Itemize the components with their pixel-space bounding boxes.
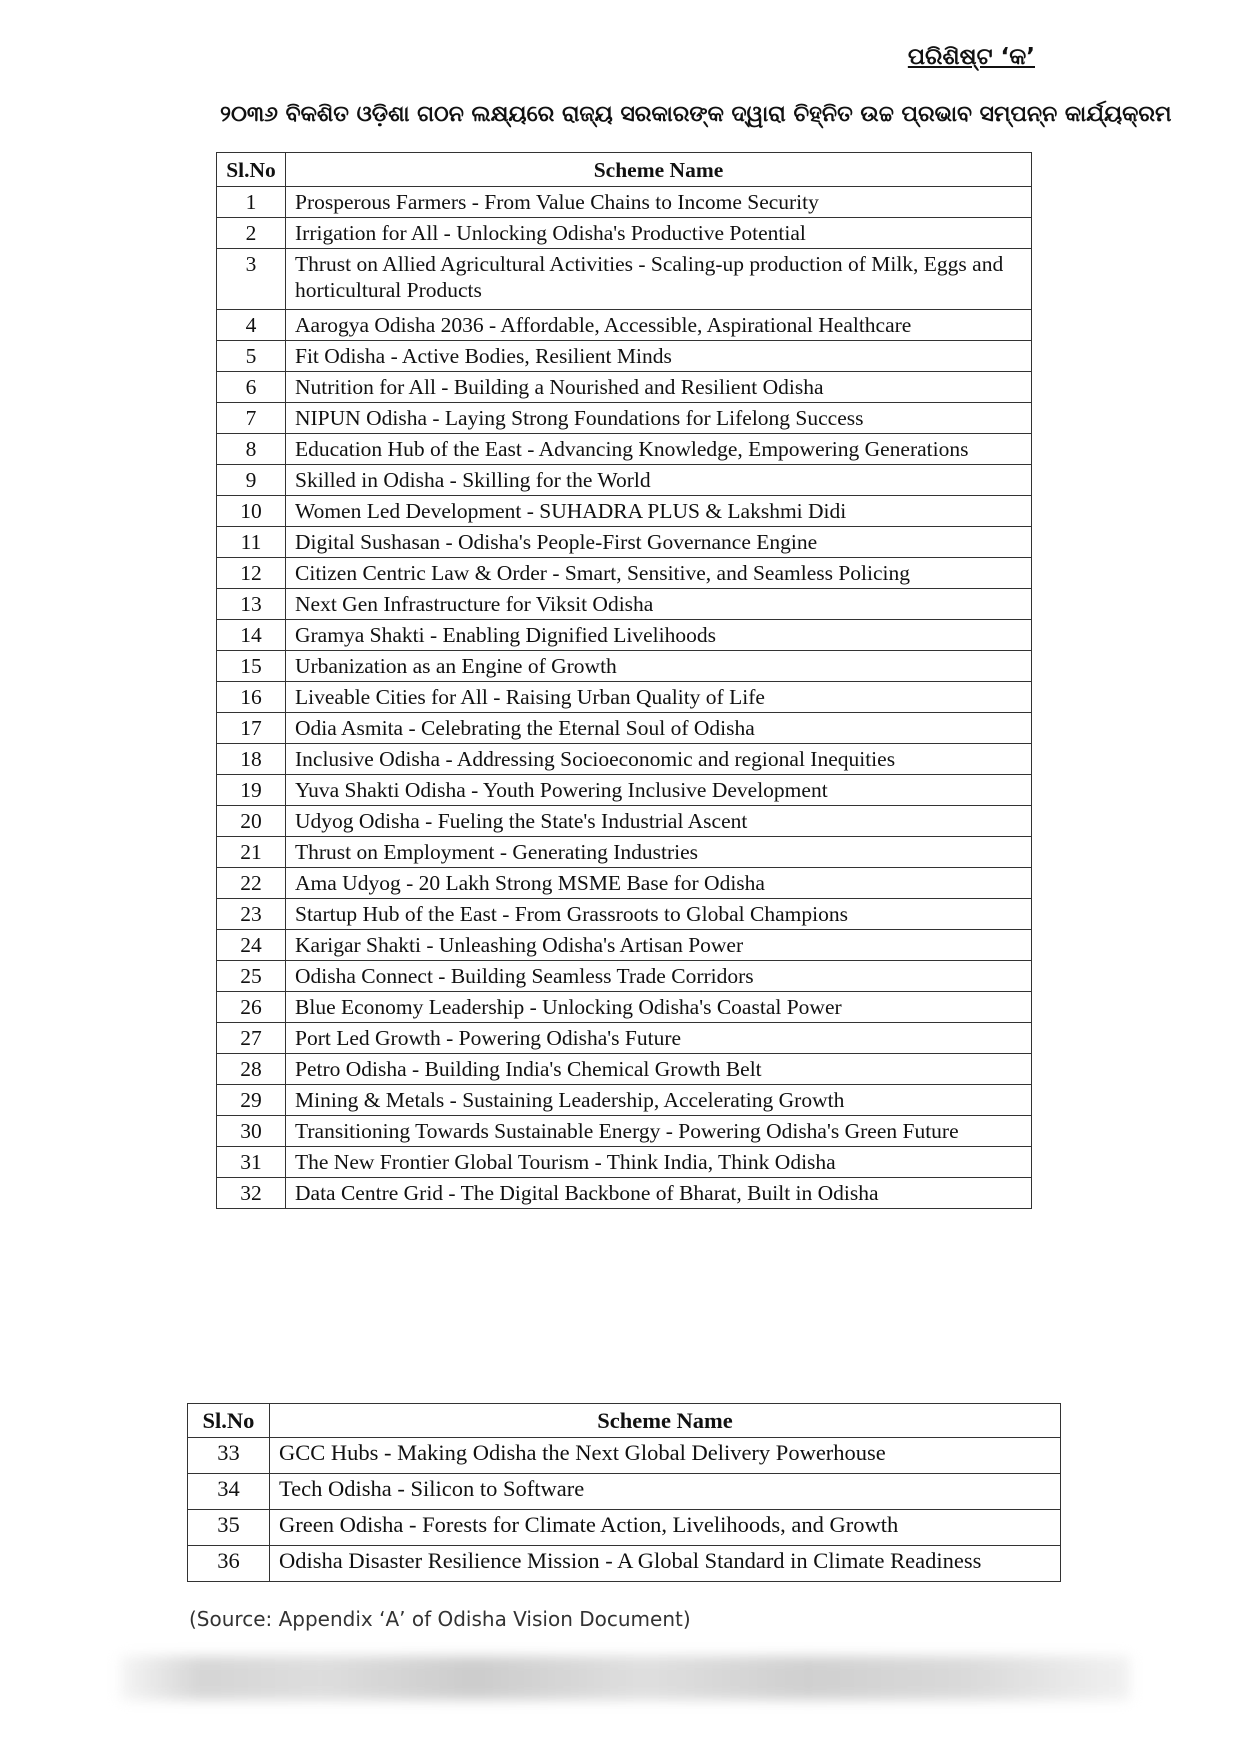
scheme-name-cell: Odia Asmita - Celebrating the Eternal Soul of Odisha [286, 713, 1032, 744]
table-row [217, 651, 1032, 682]
table-row [217, 837, 1032, 868]
serial-number-cell: 29 [217, 1085, 286, 1116]
serial-number-cell: 3 [217, 249, 286, 310]
serial-number-cell: 33 [188, 1438, 270, 1474]
scheme-name-cell: Yuva Shakti Odisha - Youth Powering Inclusive Development [286, 775, 1032, 806]
scheme-name-cell: GCC Hubs - Making Odisha the Next Global Delivery Powerhouse [270, 1438, 1061, 1474]
table-row [217, 341, 1032, 372]
table-row [217, 806, 1032, 837]
serial-number-cell: 36 [188, 1546, 270, 1582]
scheme-name-cell: Prosperous Farmers - From Value Chains to Income Security [286, 187, 1032, 218]
serial-number-cell: 12 [217, 558, 286, 589]
serial-number-cell: 17 [217, 713, 286, 744]
table-row [217, 558, 1032, 589]
scheme-name-cell: Mining & Metals - Sustaining Leadership, Accelerating Growth [286, 1085, 1032, 1116]
scheme-name-cell: Startup Hub of the East - From Grassroots to Global Champions [286, 899, 1032, 930]
scheme-name-cell: Odisha Disaster Resilience Mission - A Global Standard in Climate Readiness [270, 1546, 1061, 1582]
scheme-name-cell: Transitioning Towards Sustainable Energy - Powering Odisha's Green Future [286, 1116, 1032, 1147]
serial-number-cell: 20 [217, 806, 286, 837]
scheme-name-cell: Education Hub of the East - Advancing Knowledge, Empowering Generations [286, 434, 1032, 465]
table-row [217, 527, 1032, 558]
column-header-scheme-name: Scheme Name [286, 153, 1032, 187]
table-row [217, 589, 1032, 620]
serial-number-cell: 24 [217, 930, 286, 961]
table-row [217, 713, 1032, 744]
table-row [217, 930, 1032, 961]
table-row [217, 1085, 1032, 1116]
serial-number-cell: 32 [217, 1178, 286, 1209]
table-row [217, 620, 1032, 651]
serial-number-cell: 18 [217, 744, 286, 775]
serial-number-cell: 13 [217, 589, 286, 620]
table-row [217, 496, 1032, 527]
serial-number-cell: 28 [217, 1054, 286, 1085]
serial-number-cell: 14 [217, 620, 286, 651]
scheme-name-cell: Ama Udyog - 20 Lakh Strong MSME Base for Odisha [286, 868, 1032, 899]
serial-number-cell: 22 [217, 868, 286, 899]
serial-number-cell: 23 [217, 899, 286, 930]
schemes-table-2 [187, 1403, 1061, 1582]
scheme-name-cell: Thrust on Allied Agricultural Activities - Scaling-up production of Milk, Eggs and horticultural Products [286, 249, 1032, 310]
serial-number-cell: 34 [188, 1474, 270, 1510]
table-row [217, 434, 1032, 465]
schemes-table-1 [216, 152, 1032, 1209]
scheme-name-cell: Odisha Connect - Building Seamless Trade Corridors [286, 961, 1032, 992]
table-row [188, 1438, 1061, 1474]
column-header-sl-no: Sl.No [217, 153, 286, 187]
table-row [217, 775, 1032, 806]
table-row [217, 899, 1032, 930]
scheme-name-cell: Green Odisha - Forests for Climate Action, Livelihoods, and Growth [270, 1510, 1061, 1546]
serial-number-cell: 5 [217, 341, 286, 372]
serial-number-cell: 27 [217, 1023, 286, 1054]
table-row [217, 465, 1032, 496]
scheme-name-cell: Urbanization as an Engine of Growth [286, 651, 1032, 682]
scheme-name-cell: Fit Odisha - Active Bodies, Resilient Minds [286, 341, 1032, 372]
table-row [217, 1147, 1032, 1178]
serial-number-cell: 9 [217, 465, 286, 496]
serial-number-cell: 26 [217, 992, 286, 1023]
table-row [217, 249, 1032, 310]
table-row [217, 682, 1032, 713]
column-header-sl-no: Sl.No [188, 1404, 270, 1438]
scheme-name-cell: Aarogya Odisha 2036 - Affordable, Accessible, Aspirational Healthcare [286, 310, 1032, 341]
serial-number-cell: 19 [217, 775, 286, 806]
scheme-name-cell: Port Led Growth - Powering Odisha's Future [286, 1023, 1032, 1054]
source-note: (Source: Appendix ‘A’ of Odisha Vision Document) [189, 1607, 691, 1631]
table-row [217, 961, 1032, 992]
table-header-row [188, 1404, 1061, 1438]
table-row [188, 1546, 1061, 1582]
table-row [217, 1054, 1032, 1085]
serial-number-cell: 30 [217, 1116, 286, 1147]
serial-number-cell: 31 [217, 1147, 286, 1178]
serial-number-cell: 6 [217, 372, 286, 403]
scheme-name-cell: Inclusive Odisha - Addressing Socioeconomic and regional Inequities [286, 744, 1032, 775]
scheme-name-cell: The New Frontier Global Tourism - Think India, Think Odisha [286, 1147, 1032, 1178]
scheme-name-cell: Petro Odisha - Building India's Chemical Growth Belt [286, 1054, 1032, 1085]
scheme-name-cell: Thrust on Employment - Generating Industries [286, 837, 1032, 868]
serial-number-cell: 25 [217, 961, 286, 992]
scheme-name-cell: Karigar Shakti - Unleashing Odisha's Artisan Power [286, 930, 1032, 961]
table-row [217, 1116, 1032, 1147]
table-row [217, 218, 1032, 249]
scheme-name-cell: Tech Odisha - Silicon to Software [270, 1474, 1061, 1510]
table-row [217, 992, 1032, 1023]
table-row [217, 868, 1032, 899]
scheme-name-cell: Gramya Shakti - Enabling Dignified Livelihoods [286, 620, 1032, 651]
serial-number-cell: 15 [217, 651, 286, 682]
serial-number-cell: 8 [217, 434, 286, 465]
appendix-label: ପରିଶିଷ୍ଟ ‘କ’ [907, 44, 1035, 70]
serial-number-cell: 10 [217, 496, 286, 527]
scheme-name-cell: Women Led Development - SUHADRA PLUS & Lakshmi Didi [286, 496, 1032, 527]
table-row [217, 403, 1032, 434]
table-row [217, 372, 1032, 403]
serial-number-cell: 4 [217, 310, 286, 341]
serial-number-cell: 16 [217, 682, 286, 713]
scheme-name-cell: Udyog Odisha - Fueling the State's Industrial Ascent [286, 806, 1032, 837]
column-header-scheme-name: Scheme Name [270, 1404, 1061, 1438]
serial-number-cell: 21 [217, 837, 286, 868]
scheme-name-cell: NIPUN Odisha - Laying Strong Foundations for Lifelong Success [286, 403, 1032, 434]
table-row [217, 744, 1032, 775]
serial-number-cell: 11 [217, 527, 286, 558]
blurred-footer-text [120, 1656, 1130, 1700]
serial-number-cell: 1 [217, 187, 286, 218]
scheme-name-cell: Nutrition for All - Building a Nourished and Resilient Odisha [286, 372, 1032, 403]
scheme-name-cell: Digital Sushasan - Odisha's People-First Governance Engine [286, 527, 1032, 558]
document-heading: ୨୦୩୬ ବିକଶିତ ଓଡ଼ିଶା ଗଠନ ଲକ୍ଷ୍ୟରେ ରାଜ୍ୟ ସରକାରଙ୍କ ଦ୍ୱାରା ଚିହ୍ନିତ ଉଚ୍ଚ ପ୍ରଭାବ ସମ୍ପନ୍ନ କାର୍ଯ୍ୟକ୍ରମ [220, 102, 1172, 127]
scheme-name-cell: Citizen Centric Law & Order - Smart, Sensitive, and Seamless Policing [286, 558, 1032, 589]
scheme-name-cell: Data Centre Grid - The Digital Backbone of Bharat, Built in Odisha [286, 1178, 1032, 1209]
serial-number-cell: 35 [188, 1510, 270, 1546]
table-row [217, 187, 1032, 218]
serial-number-cell: 2 [217, 218, 286, 249]
table-row [217, 1178, 1032, 1209]
scheme-name-cell: Liveable Cities for All - Raising Urban Quality of Life [286, 682, 1032, 713]
table-row [188, 1474, 1061, 1510]
table-row [217, 1023, 1032, 1054]
scheme-name-cell: Irrigation for All - Unlocking Odisha's Productive Potential [286, 218, 1032, 249]
serial-number-cell: 7 [217, 403, 286, 434]
table-row [188, 1510, 1061, 1546]
table-header-row [217, 153, 1032, 187]
table-row [217, 310, 1032, 341]
scheme-name-cell: Blue Economy Leadership - Unlocking Odisha's Coastal Power [286, 992, 1032, 1023]
scheme-name-cell: Next Gen Infrastructure for Viksit Odisha [286, 589, 1032, 620]
scheme-name-cell: Skilled in Odisha - Skilling for the World [286, 465, 1032, 496]
